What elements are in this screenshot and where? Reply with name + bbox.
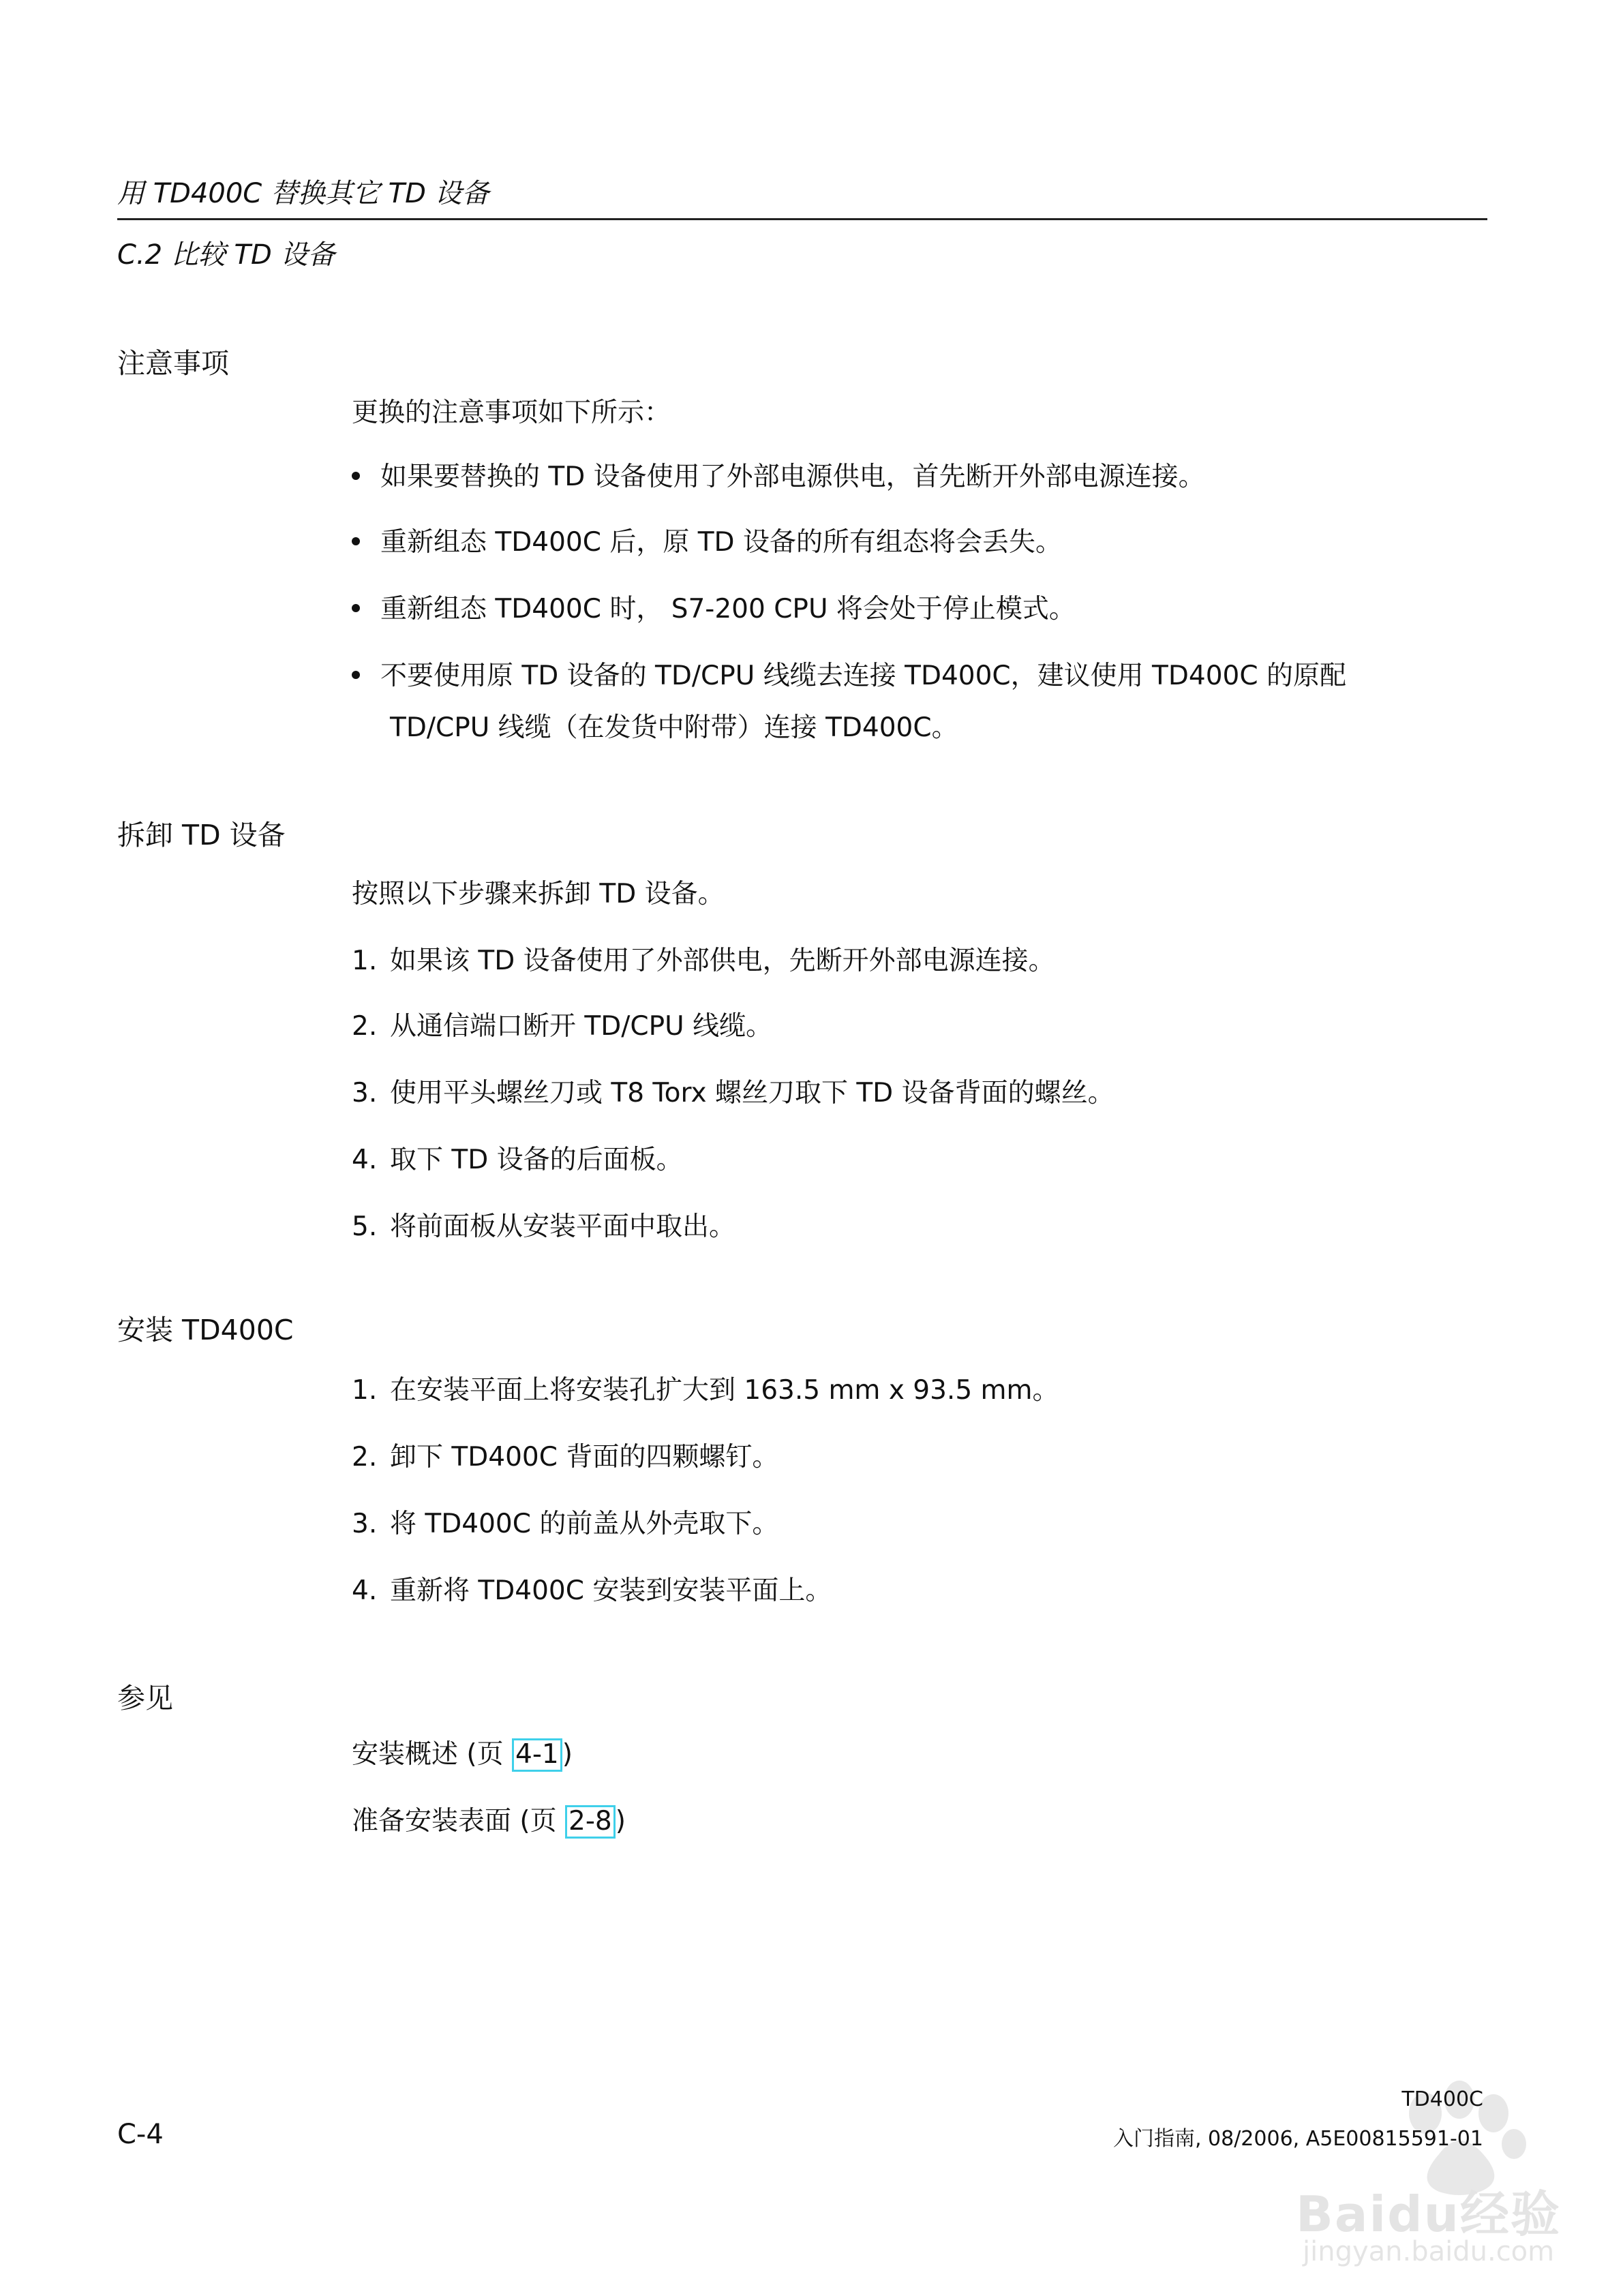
step-text: 在安装平面上将安装孔扩大到 163.5 mm x 93.5 mm。 — [390, 1375, 1059, 1406]
bullet-icon — [352, 604, 360, 612]
bullet-icon — [352, 671, 360, 679]
watermark-brand: Baidu经验 — [1296, 2186, 1561, 2243]
page-link-4-1[interactable]: 4-1 — [512, 1738, 562, 1772]
see-also-item-1 — [352, 1733, 573, 1772]
running-header-title: 用 TD400C 替换其它 TD 设备 — [117, 178, 489, 209]
step-number: 5. — [352, 1211, 378, 1242]
section-heading-install: 安装 TD400C — [117, 1314, 294, 1346]
step-text: 使用平头螺丝刀或 T8 Torx 螺丝刀取下 TD 设备背面的螺丝。 — [390, 1078, 1114, 1108]
see-also-close: ) — [615, 1806, 626, 1837]
notes-bullet-3 — [352, 588, 1076, 626]
notes-bullet-1 — [352, 455, 1205, 494]
install-step-1 — [352, 1369, 1059, 1407]
page-link-2-8[interactable]: 2-8 — [565, 1805, 616, 1839]
install-step-4 — [352, 1569, 832, 1607]
notes-bullet-4-continuation: TD/CPU 线缆（在发货中附带）连接 TD400C。 — [390, 712, 958, 743]
see-also-close: ) — [562, 1739, 573, 1770]
step-text: 将 TD400C 的前盖从外壳取下。 — [390, 1509, 779, 1539]
remove-step-1 — [352, 939, 1055, 978]
section-heading-see-also: 参见 — [117, 1682, 173, 1715]
step-number: 3. — [352, 1509, 378, 1539]
see-also-item-2 — [352, 1800, 626, 1839]
step-number: 4. — [352, 1575, 378, 1606]
step-text: 将前面板从安装平面中取出。 — [390, 1211, 736, 1242]
step-number: 1. — [352, 1375, 378, 1406]
footer-product: TD400C — [1401, 2087, 1483, 2111]
bullet-text: 不要使用原 TD 设备的 TD/CPU 线缆去连接 TD400C，建议使用 TD400C 的原配 — [380, 661, 1346, 691]
see-also-text: 安装概述 (页 — [352, 1739, 513, 1770]
section-heading-remove: 拆卸 TD 设备 — [117, 819, 286, 851]
bullet-icon — [352, 472, 360, 480]
install-step-3 — [352, 1502, 778, 1541]
step-text: 重新将 TD400C 安装到安装平面上。 — [390, 1575, 832, 1606]
footer-page-number: C-4 — [117, 2119, 164, 2150]
watermark-url: jingyan.baidu.com — [1303, 2236, 1555, 2267]
step-number: 1. — [352, 946, 378, 976]
step-text: 取下 TD 设备的后面板。 — [390, 1145, 683, 1175]
running-header-subtitle: C.2 比较 TD 设备 — [117, 239, 335, 271]
install-step-2 — [352, 1436, 778, 1474]
remove-step-4 — [352, 1138, 683, 1177]
remove-step-5 — [352, 1205, 735, 1243]
step-number: 4. — [352, 1145, 378, 1175]
step-number: 2. — [352, 1011, 378, 1042]
footer-document-info: 入门指南, 08/2006, A5E00815591-01 — [1112, 2127, 1483, 2151]
notes-intro: 更换的注意事项如下所示： — [352, 397, 671, 428]
notes-bullet-4 — [352, 654, 1346, 693]
header-divider — [117, 218, 1487, 220]
step-number: 2. — [352, 1442, 378, 1472]
section-heading-notes: 注意事项 — [117, 347, 229, 380]
step-text: 如果该 TD 设备使用了外部供电，先断开外部电源连接。 — [390, 946, 1055, 976]
bullet-text: 重新组态 TD400C 时， S7-200 CPU 将会处于停止模式。 — [380, 594, 1076, 624]
step-number: 3. — [352, 1078, 378, 1108]
notes-bullet-2 — [352, 521, 1062, 559]
bullet-icon — [352, 537, 360, 545]
see-also-text: 准备安装表面 (页 — [352, 1806, 566, 1837]
baidu-watermark — [1255, 2072, 1561, 2277]
remove-intro: 按照以下步骤来拆卸 TD 设备。 — [352, 879, 725, 909]
remove-step-2 — [352, 1005, 772, 1043]
remove-step-3 — [352, 1072, 1114, 1110]
bullet-text: 如果要替换的 TD 设备使用了外部电源供电，首先断开外部电源连接。 — [380, 462, 1205, 492]
step-text: 卸下 TD400C 背面的四颗螺钉。 — [390, 1442, 779, 1472]
bullet-text: 重新组态 TD400C 后，原 TD 设备的所有组态将会丢失。 — [380, 527, 1062, 558]
step-text: 从通信端口断开 TD/CPU 线缆。 — [390, 1011, 773, 1042]
